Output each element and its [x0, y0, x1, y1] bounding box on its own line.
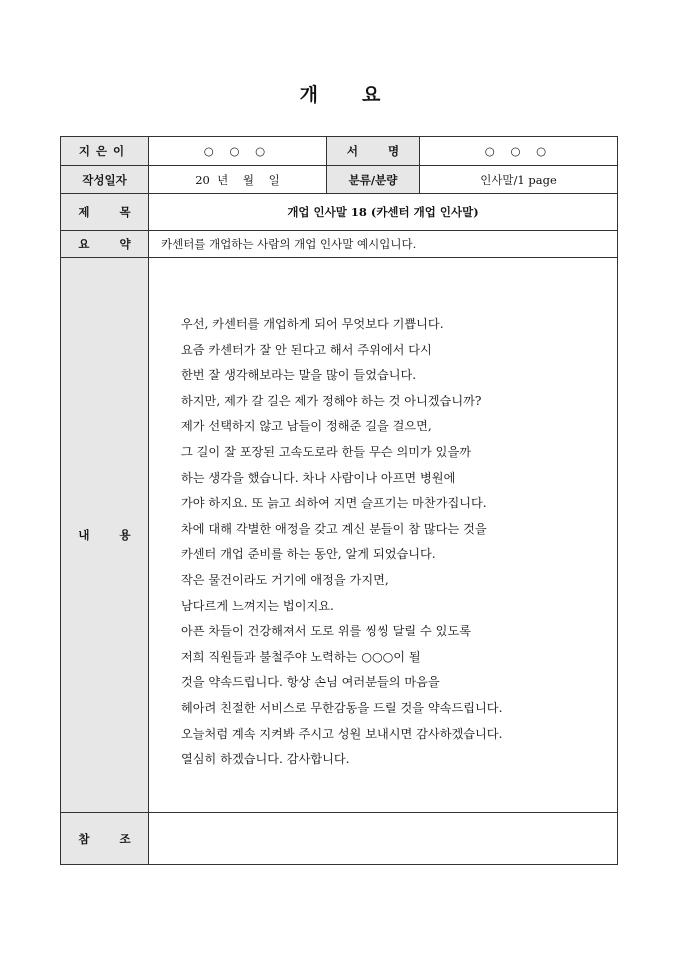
page-title-right: 요 [362, 84, 381, 106]
reference-value [149, 813, 618, 865]
date-value: 20 년 월 일 [149, 166, 327, 194]
content-row [61, 258, 618, 813]
content-line: 우선, 카센터를 개업하게 되어 무엇보다 기쁩니다. [181, 317, 444, 331]
overview-form [60, 136, 618, 865]
content-text [149, 258, 617, 773]
content-line: 가야 하지요. 또 늙고 쇠하여 지면 슬프기는 마찬가집니다. [181, 496, 487, 511]
content-line: 요즘 카센터가 잘 안 된다고 해서 주위에서 다시 [181, 342, 432, 357]
content-line: 남다르게 느껴지는 법이지요. [181, 598, 334, 613]
category-label: 분류/분량 [327, 166, 420, 194]
author-value: ○ ○ ○ [149, 137, 327, 166]
content-line: 한번 잘 생각해보라는 말을 많이 들었습니다. [181, 368, 417, 383]
page-title-left: 개 [299, 84, 318, 106]
content-line: 아픈 차들이 건강해져서 도로 위를 씽씽 달릴 수 있도록 [181, 624, 472, 639]
content-line: 그 길이 잘 포장된 고속도로라 한들 무슨 의미가 있을까 [181, 444, 472, 459]
subject-value: 개업 인사말 18 (카센터 개업 인사말) [149, 194, 618, 231]
content-line: 카센터 개업 준비를 하는 동안, 알게 되었습니다. [181, 547, 436, 562]
content-line: 것을 약속드립니다. 항상 손님 여러분들의 마음을 [181, 675, 440, 690]
content-line: 차에 대해 각별한 애정을 갖고 계신 분들이 참 많다는 것을 [181, 521, 487, 536]
page-title [0, 80, 680, 107]
content-line: 제가 선택하지 않고 남들이 정해준 길을 걸으면, [181, 419, 432, 434]
content-line: 하는 생각을 했습니다. 차나 사람이나 아프면 병원에 [181, 470, 456, 485]
content-line: 오늘처럼 계속 지켜봐 주시고 성원 보내시면 감사하겠습니다. [181, 726, 503, 741]
content-label: 내 용 [61, 258, 149, 813]
subject-label: 제 목 [61, 194, 149, 231]
content-line: 저희 직원들과 불철주야 노력하는 ○○○이 될 [181, 649, 421, 664]
content-line: 열심히 하겠습니다. 감사합니다. [181, 752, 350, 767]
content-line: 헤아려 친절한 서비스로 무한감동을 드릴 것을 약속드립니다. [181, 700, 503, 715]
date-row [61, 166, 618, 194]
content-body [149, 258, 618, 813]
content-line: 하지만, 제가 갈 길은 제가 정해야 하는 것 아니겠습니까? [181, 393, 482, 408]
reference-row [61, 813, 618, 865]
summary-value: 카센터를 개업하는 사람의 개업 인사말 예시입니다. [149, 231, 618, 258]
author-row [61, 137, 618, 166]
reference-label: 참 조 [61, 813, 149, 865]
date-label: 작성일자 [61, 166, 149, 194]
signature-label: 서 명 [327, 137, 420, 166]
category-value: 인사말/1 page [420, 166, 618, 194]
summary-row [61, 231, 618, 258]
content-line: 작은 물건이라도 거기에 애정을 가지면, [181, 572, 389, 587]
signature-value: ○ ○ ○ [420, 137, 618, 166]
author-label: 지은이 [61, 137, 149, 166]
summary-label: 요 약 [61, 231, 149, 258]
subject-row [61, 194, 618, 231]
